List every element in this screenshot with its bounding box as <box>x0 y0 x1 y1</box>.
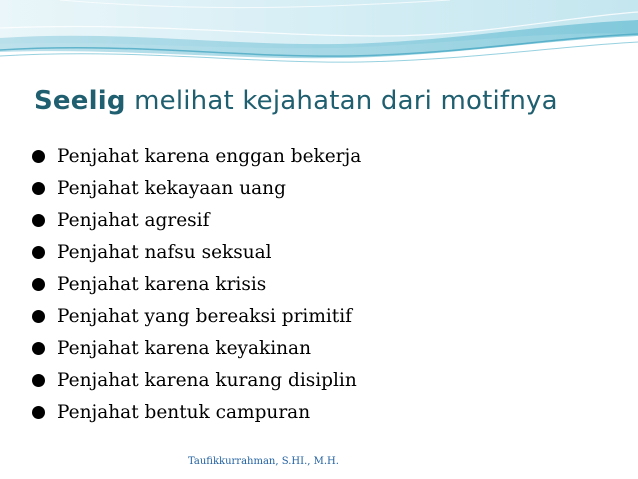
list-item <box>32 172 361 204</box>
bullet-circle-icon <box>32 406 45 419</box>
list-item <box>32 300 361 332</box>
list-item-text: Penjahat agresif <box>57 209 210 231</box>
decorative-wave-banner <box>0 0 638 80</box>
title-bold-word: Seelig <box>34 86 126 116</box>
list-item-text: Penjahat yang bereaksi primitif <box>57 305 352 327</box>
bullet-circle-icon <box>32 182 45 195</box>
footer-author: Taufikkurrahman, S.HI., M.H. <box>188 456 339 467</box>
list-item-text: Penjahat nafsu seksual <box>57 241 272 263</box>
list-item-text: Penjahat karena kurang disiplin <box>57 369 357 391</box>
list-item <box>32 364 361 396</box>
list-item <box>32 332 361 364</box>
bullet-circle-icon <box>32 150 45 163</box>
bullet-circle-icon <box>32 310 45 323</box>
list-item <box>32 396 361 428</box>
title-rest: melihat kejahatan dari motifnya <box>125 86 558 116</box>
bullet-circle-icon <box>32 214 45 227</box>
slide-title <box>34 86 558 116</box>
list-item-text: Penjahat bentuk campuran <box>57 401 311 423</box>
bullet-circle-icon <box>32 246 45 259</box>
list-item <box>32 204 361 236</box>
list-item <box>32 140 361 172</box>
list-item <box>32 236 361 268</box>
bullet-circle-icon <box>32 278 45 291</box>
bullet-circle-icon <box>32 374 45 387</box>
list-item-text: Penjahat karena keyakinan <box>57 337 311 359</box>
list-item-text: Penjahat kekayaan uang <box>57 177 286 199</box>
list-item-text: Penjahat karena krisis <box>57 273 267 295</box>
bullet-circle-icon <box>32 342 45 355</box>
list-item <box>32 268 361 300</box>
bullet-list <box>32 140 361 428</box>
list-item-text: Penjahat karena enggan bekerja <box>57 145 362 167</box>
